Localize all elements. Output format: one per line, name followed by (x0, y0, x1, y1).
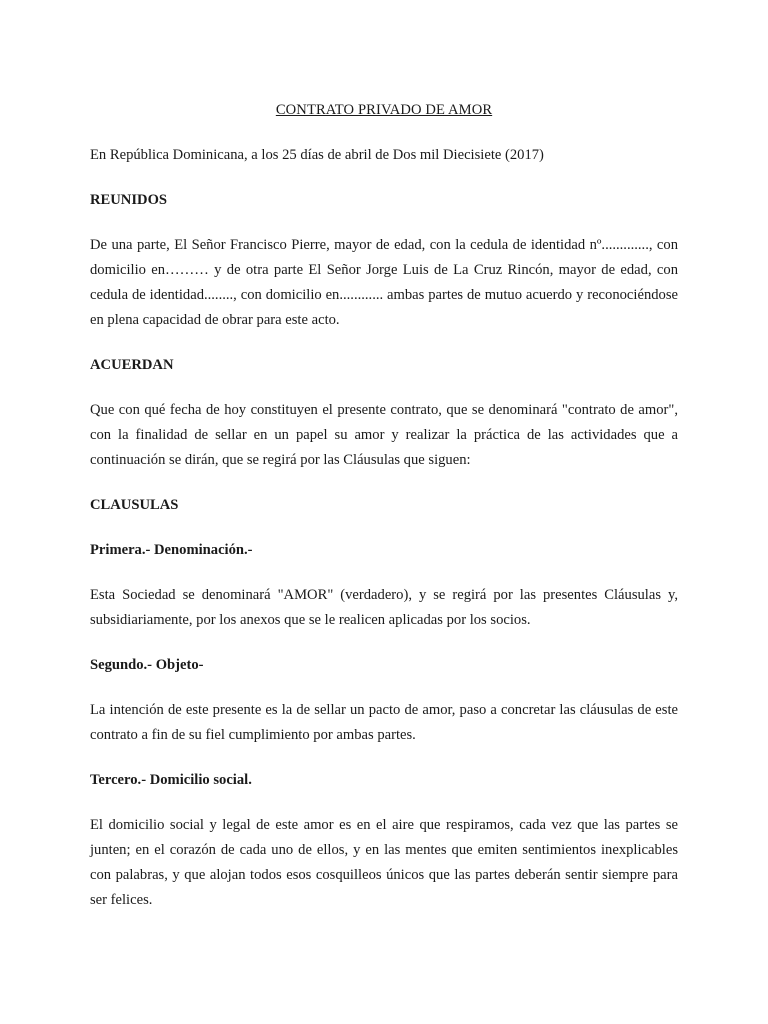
section-heading-acuerdan: ACUERDAN (90, 357, 174, 373)
clause-text-segundo: La intención de este presente es la de sellar un pacto de amor, paso a concretar las cláusulas de este contrato a fin de su fiel cumplimiento por ambas partes. (90, 702, 678, 743)
section-heading-clausulas: CLAUSULAS (90, 497, 179, 513)
reunidos-paragraph: De una parte, El Señor Francisco Pierre, mayor de edad, con la cedula de identidad nº............., con domicilio en……… y de otra parte El Señor Jorge Luis de La Cruz Rincón, mayor de edad, con cedula de identidad........, con domicilio en............ ambas partes de mutuo acuerdo y reconociéndose en plena capacidad de obrar para este acto. (90, 237, 678, 328)
acuerdan-paragraph: Que con qué fecha de hoy constituyen el presente contrato, que se denominará "contrato de amor", con la finalidad de sellar en un papel su amor y realizar la práctica de las actividades que a continuación se dirán, que se regirá por las Cláusulas que siguen: (90, 402, 678, 468)
clause-text-primera: Esta Sociedad se denominará "AMOR" (verdadero), y se regirá por las presentes Cláusulas y, subsidiariamente, por los anexos que se le realicen aplicadas por los socios. (90, 587, 678, 628)
clause-text-tercero: El domicilio social y legal de este amor es en el aire que respiramos, cada vez que las partes se junten; en el corazón de cada uno de ellos, y en las mentes que emiten sentimientos inexplicables con palabras, y que alojan todos esos cosquilleos únicos que las partes deberán sentir siempre para ser felices. (90, 817, 678, 908)
clause-title-segundo: Segundo.- Objeto- (90, 657, 204, 673)
intro-paragraph: En República Dominicana, a los 25 días de abril de Dos mil Diecisiete (2017) (90, 147, 544, 163)
document-title: CONTRATO PRIVADO DE AMOR (275, 102, 493, 118)
clause-title-primera: Primera.- Denominación.- (90, 542, 253, 558)
section-heading-reunidos: REUNIDOS (90, 192, 168, 208)
clause-title-tercero: Tercero.- Domicilio social. (90, 772, 252, 788)
document-page (90, 98, 678, 933)
